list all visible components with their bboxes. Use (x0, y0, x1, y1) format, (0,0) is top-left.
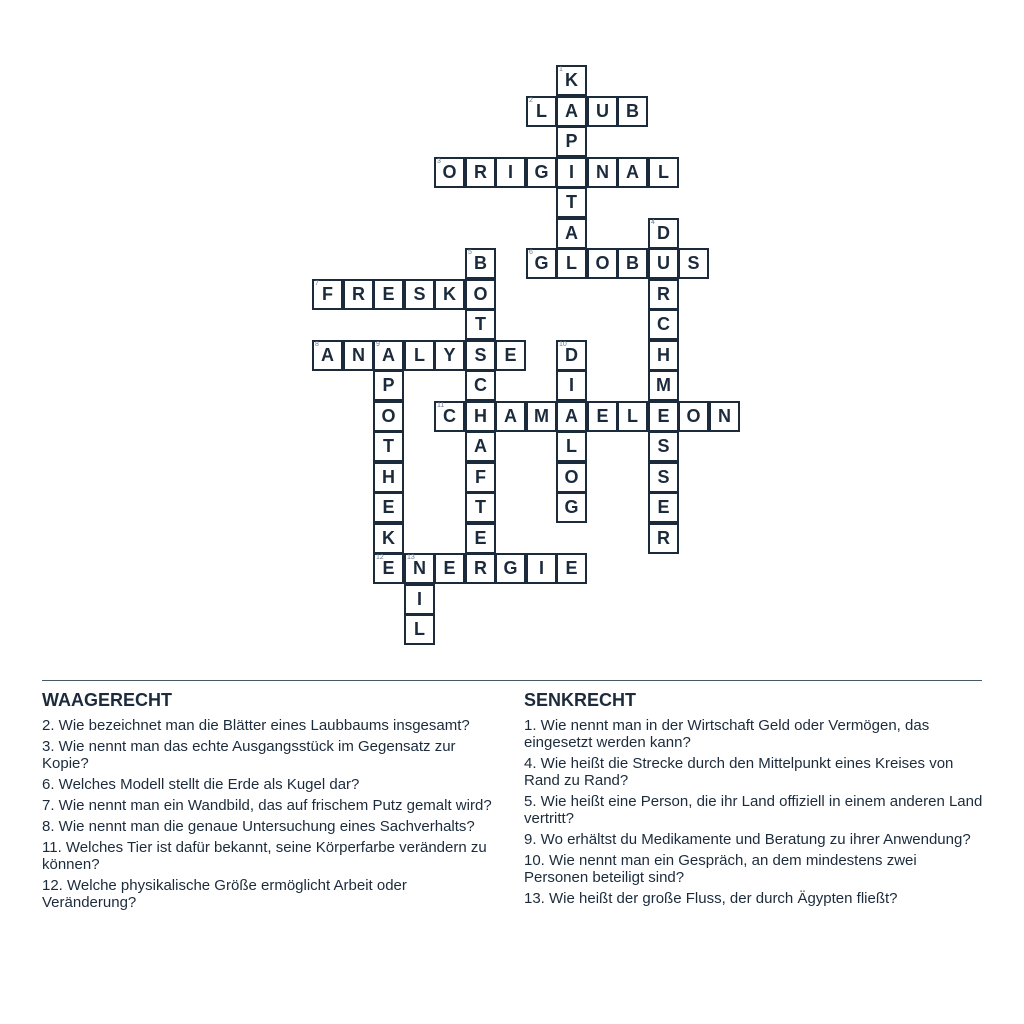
cell-letter: G (534, 253, 549, 273)
grid-cell[interactable] (373, 279, 404, 310)
clue-down-10: 10. Wie nennt man ein Gespräch, an dem mindestens zwei Personen beteiligt sind? (524, 852, 917, 886)
cell-letter: U (596, 101, 609, 121)
cell-letter: A (565, 406, 578, 426)
clue-down-13: 13. Wie heißt der große Fluss, der durch Ägypten fließt? (524, 890, 898, 907)
grid-cell[interactable] (434, 279, 465, 310)
cell-letter: C (443, 406, 456, 426)
cell-letter: Y (443, 345, 456, 365)
cell-letter: S (413, 284, 426, 304)
grid-cell[interactable] (648, 157, 679, 188)
clue-down-9: 9. Wo erhältst du Medikamente und Beratung zu ihrer Anwendung? (524, 831, 971, 848)
cell-letter: P (565, 131, 578, 151)
grid-cell[interactable] (648, 248, 679, 279)
clue-number: 2 (529, 97, 533, 104)
cell-letter: E (657, 497, 670, 517)
down-clues (524, 690, 984, 911)
cell-letter: P (382, 375, 395, 395)
grid-cell[interactable] (465, 370, 496, 401)
cell-letter: E (382, 497, 395, 517)
cell-letter: H (382, 467, 395, 487)
grid-cell[interactable] (404, 584, 435, 615)
cell-letter: I (568, 162, 574, 182)
cell-letter: O (473, 284, 488, 304)
grid-cell[interactable] (556, 401, 587, 432)
cell-letter: L (627, 406, 638, 426)
grid-cell[interactable] (648, 370, 679, 401)
cell-letter: A (474, 436, 487, 456)
cell-letter: R (657, 528, 670, 548)
cell-letter: A (565, 223, 578, 243)
grid-cell[interactable] (465, 157, 496, 188)
cell-letter: R (352, 284, 365, 304)
grid-cell[interactable] (648, 462, 679, 493)
grid-cell[interactable] (556, 96, 587, 127)
grid-cell[interactable] (587, 96, 618, 127)
grid-cell[interactable] (648, 431, 679, 462)
grid-cell[interactable] (465, 553, 496, 584)
cell-letter: L (536, 101, 547, 121)
cell-letter: N (413, 558, 426, 578)
grid-cell[interactable] (495, 553, 526, 584)
cell-letter: G (564, 497, 579, 517)
cell-letter: D (565, 345, 578, 365)
grid-cell[interactable] (373, 462, 404, 493)
cell-letter: L (658, 162, 669, 182)
cell-letter: A (565, 101, 578, 121)
cell-letter: O (595, 253, 610, 273)
grid-cell[interactable] (587, 157, 618, 188)
clue-number: 7 (315, 280, 319, 287)
cell-letter: T (383, 436, 394, 456)
clue-number: 10 (559, 341, 567, 348)
grid-cell[interactable] (617, 96, 648, 127)
grid-cell[interactable] (404, 340, 435, 371)
clue-number: 4 (651, 219, 655, 226)
across-heading: WAAGERECHT (42, 690, 172, 710)
cell-letter: H (474, 406, 487, 426)
cell-letter: N (352, 345, 365, 365)
grid-cell[interactable] (556, 340, 587, 371)
cell-letter: D (657, 223, 670, 243)
cell-letter: E (657, 406, 670, 426)
cell-letter: O (564, 467, 579, 487)
grid-cell[interactable] (495, 157, 526, 188)
cell-letter: O (381, 406, 396, 426)
cell-letter: E (382, 284, 395, 304)
grid-cell[interactable] (556, 65, 587, 96)
cell-letter: B (626, 253, 639, 273)
cell-letter: B (474, 253, 487, 273)
grid-cell[interactable] (434, 340, 465, 371)
cell-letter: A (504, 406, 517, 426)
cell-letter: S (657, 436, 670, 456)
cell-letter: N (718, 406, 731, 426)
cell-letter: B (626, 101, 639, 121)
cell-letter: H (657, 345, 670, 365)
clue-across-11: 11. Welches Tier ist dafür bekannt, seine Körperfarbe verändern zu können? (42, 839, 487, 873)
grid-cell[interactable] (373, 553, 404, 584)
cell-letter: T (475, 314, 486, 334)
grid-cell[interactable] (556, 431, 587, 462)
clue-across-12: 12. Welche physikalische Größe ermöglicht Arbeit oder Veränderung? (42, 877, 407, 911)
grid-cell[interactable] (556, 157, 587, 188)
grid-cell[interactable] (678, 401, 709, 432)
grid-cell[interactable] (404, 553, 435, 584)
grid-cell[interactable] (617, 157, 648, 188)
cell-letter: L (414, 345, 425, 365)
cell-letter: G (534, 162, 549, 182)
grid-cell[interactable] (465, 248, 496, 279)
grid-cell[interactable] (526, 248, 557, 279)
cell-letter: F (475, 467, 486, 487)
grid-cell[interactable] (526, 401, 557, 432)
cell-letter: F (322, 284, 333, 304)
cell-letter: O (686, 406, 701, 426)
grid-cell[interactable] (343, 279, 374, 310)
cell-letter: T (566, 192, 577, 212)
cell-letter: I (538, 558, 544, 578)
grid-cell[interactable] (648, 401, 679, 432)
clue-down-1: 1. Wie nennt man in der Wirtschaft Geld oder Vermögen, das eingesetzt werden kann? (524, 717, 930, 751)
grid-cell[interactable] (587, 401, 618, 432)
clue-number: 8 (315, 341, 319, 348)
clue-number: 13 (407, 554, 415, 561)
cell-letter: L (566, 253, 577, 273)
divider (42, 680, 982, 681)
down-heading: SENKRECHT (524, 690, 637, 710)
cell-letter: E (443, 558, 456, 578)
cell-letter: C (657, 314, 670, 334)
cell-letter: S (657, 467, 670, 487)
clue-down-4: 4. Wie heißt die Strecke durch den Mittelpunkt eines Kreises von Rand zu Rand? (524, 755, 954, 789)
grid-cell[interactable] (648, 340, 679, 371)
clue-across-3: 3. Wie nennt man das echte Ausgangsstück im Gegensatz zur Kopie? (42, 738, 456, 772)
grid-cell[interactable] (556, 248, 587, 279)
grid-cell[interactable] (617, 248, 648, 279)
cell-letter: M (656, 375, 671, 395)
cell-letter: O (442, 162, 457, 182)
grid-cell[interactable] (465, 431, 496, 462)
grid-cell[interactable] (617, 401, 648, 432)
grid-cell[interactable] (404, 614, 435, 645)
clue-number: 1 (559, 66, 563, 73)
grid-cell[interactable] (495, 401, 526, 432)
grid-cell[interactable] (587, 248, 618, 279)
grid-cell[interactable] (465, 309, 496, 340)
grid-cell[interactable] (373, 370, 404, 401)
cell-letter: E (504, 345, 517, 365)
grid-cell[interactable] (648, 492, 679, 523)
cell-letter: A (382, 345, 395, 365)
cell-letter: K (565, 70, 578, 90)
grid-cell[interactable] (312, 340, 343, 371)
cell-letter: A (626, 162, 639, 182)
grid-cell[interactable] (404, 279, 435, 310)
cell-letter: N (596, 162, 609, 182)
grid-cell[interactable] (465, 401, 496, 432)
cell-letter: I (507, 162, 513, 182)
cell-letter: K (382, 528, 395, 548)
cell-letter: C (474, 375, 487, 395)
cell-letter: I (416, 589, 422, 609)
cell-letter: L (414, 619, 425, 639)
clue-number: 12 (376, 554, 384, 561)
grid-cell[interactable] (556, 370, 587, 401)
cell-letter: S (474, 345, 487, 365)
grid-cell[interactable] (556, 126, 587, 157)
cell-letter: G (503, 558, 518, 578)
cell-letter: R (474, 162, 487, 182)
grid-cell[interactable] (434, 157, 465, 188)
clue-across-2: 2. Wie bezeichnet man die Blätter eines Laubbaums insgesamt? (42, 717, 470, 734)
cell-letter: M (534, 406, 549, 426)
clue-number: 3 (437, 158, 441, 165)
cell-letter: S (687, 253, 700, 273)
grid-cell[interactable] (373, 401, 404, 432)
grid-cell[interactable] (495, 340, 526, 371)
grid-cell[interactable] (373, 492, 404, 523)
grid-cell[interactable] (648, 279, 679, 310)
cell-letter: R (474, 558, 487, 578)
cell-letter: I (568, 375, 574, 395)
across-clues (42, 690, 502, 915)
grid-cell[interactable] (648, 218, 679, 249)
grid-cell[interactable] (465, 492, 496, 523)
clue-number: 5 (468, 249, 472, 256)
cell-letter: E (596, 406, 609, 426)
cell-letter: U (657, 253, 670, 273)
grid-cell[interactable] (556, 218, 587, 249)
grid-cell[interactable] (373, 431, 404, 462)
grid-cell[interactable] (434, 401, 465, 432)
cell-letter: E (382, 558, 395, 578)
grid-cell[interactable] (373, 340, 404, 371)
grid-cell[interactable] (556, 492, 587, 523)
grid-cell[interactable] (526, 96, 557, 127)
cell-letter: L (566, 436, 577, 456)
grid-cell[interactable] (678, 248, 709, 279)
clue-down-5: 5. Wie heißt eine Person, die ihr Land offiziell in einem anderen Land vertritt? (524, 793, 983, 827)
grid-cell[interactable] (465, 523, 496, 554)
grid-cell[interactable] (526, 553, 557, 584)
clue-across-7: 7. Wie nennt man ein Wandbild, das auf frischem Putz gemalt wird? (42, 797, 492, 814)
cell-letter: E (565, 558, 578, 578)
clue-number: 11 (437, 402, 445, 409)
cell-letter: R (657, 284, 670, 304)
grid-cell[interactable] (648, 309, 679, 340)
clue-across-6: 6. Welches Modell stellt die Erde als Kugel dar? (42, 776, 360, 793)
grid-cell[interactable] (556, 462, 587, 493)
grid-cell[interactable] (556, 553, 587, 584)
grid-cell[interactable] (312, 279, 343, 310)
grid-cell[interactable] (465, 340, 496, 371)
grid-cell[interactable] (648, 523, 679, 554)
clue-number: 9 (376, 341, 380, 348)
cell-letter: A (321, 345, 334, 365)
cell-letter: K (443, 284, 456, 304)
grid-cell[interactable] (465, 462, 496, 493)
grid-cell[interactable] (556, 187, 587, 218)
grid-cell[interactable] (373, 523, 404, 554)
grid-cell[interactable] (709, 401, 740, 432)
grid-cell[interactable] (343, 340, 374, 371)
grid-cell[interactable] (465, 279, 496, 310)
grid-cell[interactable] (434, 553, 465, 584)
clue-number: 6 (529, 249, 533, 256)
cell-letter: E (474, 528, 487, 548)
cell-letter: T (475, 497, 486, 517)
clue-across-8: 8. Wie nennt man die genaue Untersuchung eines Sachverhalts? (42, 818, 475, 835)
grid-cell[interactable] (526, 157, 557, 188)
